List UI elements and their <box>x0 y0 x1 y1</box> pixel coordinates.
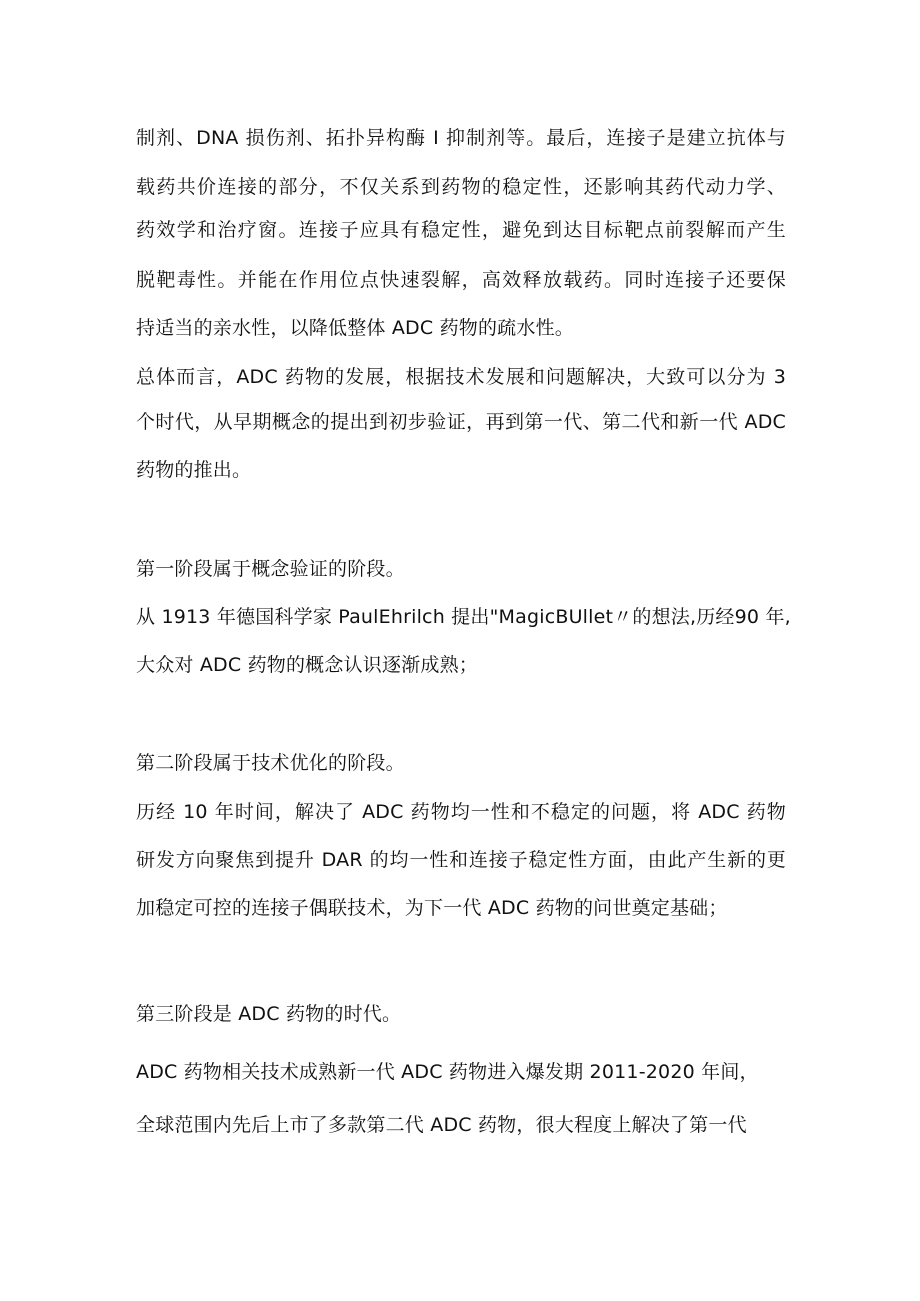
paragraph-1-line-3: 药效学和治疗窗。连接子应具有稳定性，避免到达目标靶点前裂解而产生 <box>136 219 786 241</box>
paragraph-1-line-5: 持适当的亲水性，以降低整体 ADC 药物的疏水性。 <box>136 317 574 339</box>
paragraph-1-line-1: 制剂、DNA 损伤剂、拓扑异构酶 I 抑制剂等。最后，连接子是建立抗体与 <box>136 127 786 149</box>
paragraph-2-line-3: 药物的推出。 <box>136 459 252 481</box>
stage-1-body-line-2: 大众对 ADC 药物的概念认识逐渐成熟； <box>136 654 478 676</box>
stage-2-body-line-3: 加稳定可控的连接子偶联技术，为下一代 ADC 药物的问世奠定基础； <box>136 897 728 919</box>
stage-1-heading: 第一阶段属于概念验证的阶段。 <box>136 558 405 580</box>
stage-3-heading: 第三阶段是 ADC 药物的时代。 <box>136 1003 402 1025</box>
paragraph-2-line-1: 总体而言，ADC 药物的发展，根据技术发展和问题解决，大致可以分为 3 <box>136 366 786 388</box>
paragraph-2-line-2: 个时代，从早期概念的提出到初步验证，再到第一代、第二代和新一代 ADC <box>136 411 786 433</box>
stage-2-body-line-2: 研发方向聚焦到提升 DAR 的均一性和连接子稳定性方面，由此产生新的更 <box>136 849 786 871</box>
stage-2-heading: 第二阶段属于技术优化的阶段。 <box>136 752 405 774</box>
paragraph-1-line-2: 载药共价连接的部分，不仅关系到药物的稳定性，还影响其药代动力学、 <box>136 176 786 198</box>
paragraph-1-line-4: 脱靶毒性。并能在作用位点快速裂解，高效释放载药。同时连接子还要保 <box>136 269 786 291</box>
stage-3-body-line-1: ADC 药物相关技术成熟新一代 ADC 药物进入爆发期 2011-2020 年间， <box>136 1061 759 1083</box>
stage-3-body-line-2: 全球范围内先后上市了多款第二代 ADC 药物，很大程度上解决了第一代 <box>136 1114 747 1136</box>
stage-2-body-line-1: 历经 10 年时间，解决了 ADC 药物均一性和不稳定的问题，将 ADC 药物 <box>136 801 786 823</box>
stage-1-body-line-1: 从 1913 年德国科学家 PaulEhrilch 提出"MagicBUllet〃的想法,历经90 年, <box>136 606 791 628</box>
